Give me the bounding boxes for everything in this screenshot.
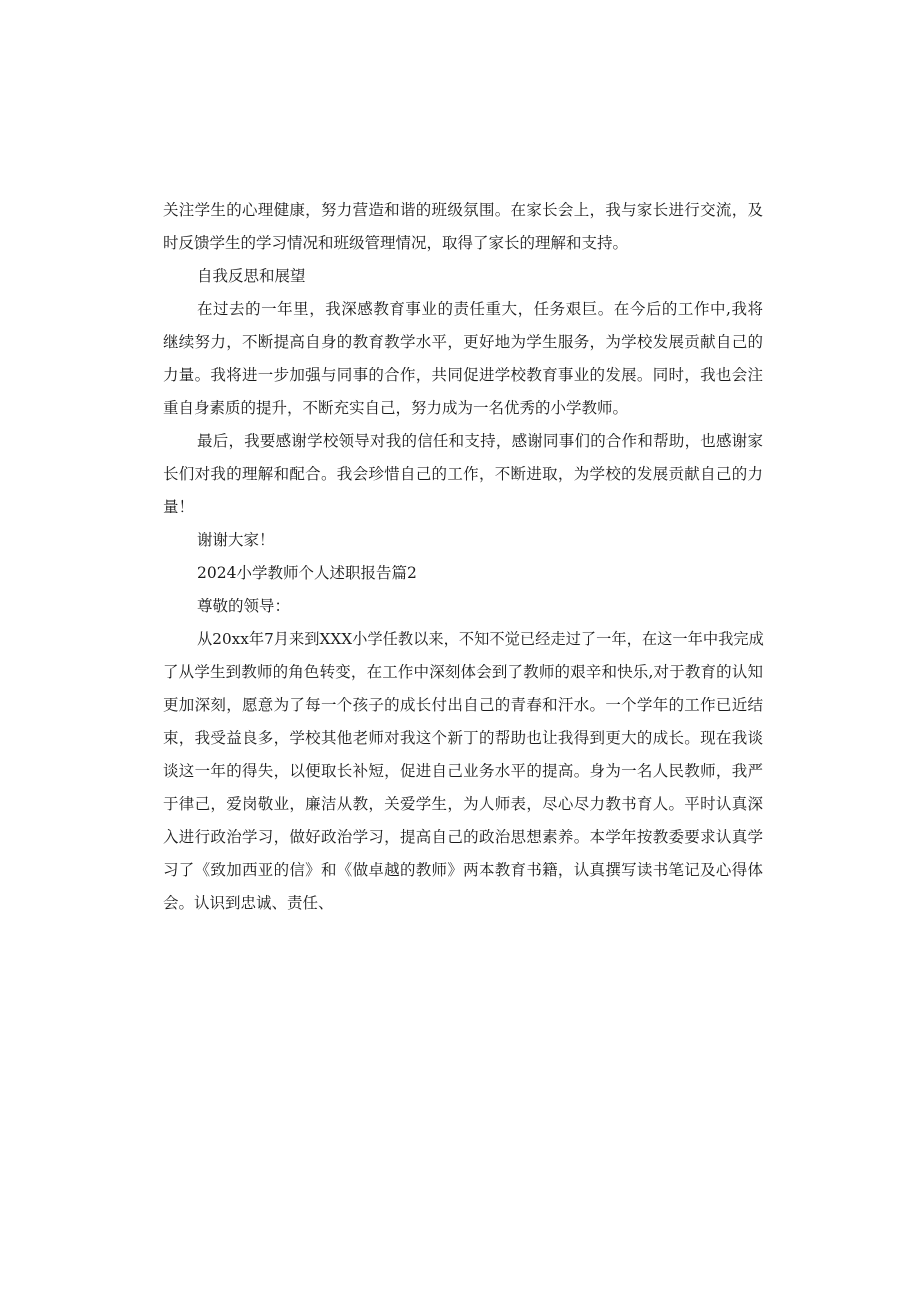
- text-line: 关注学生的心理健康，努力营造和谐的班级氛围。在家长会上，我与家长进行交流，及: [163, 201, 763, 219]
- section-heading: 自我反思和展望: [197, 267, 306, 285]
- text-line: 习了《致加西亚的信》和《做卓越的教师》两本教育书籍，认真撰写读书笔记及心得体: [163, 861, 763, 879]
- text-line: 时反馈学生的学习情况和班级管理情况，取得了家长的理解和支持。: [163, 234, 629, 252]
- text-line: 继续努力，不断提高自身的教育教学水平，更好地为学生服务，为学校发展贡献自己的: [163, 333, 763, 351]
- text-line: 谢谢大家！: [197, 531, 275, 549]
- text-line: 束，我受益良多，学校其他老师对我这个新丁的帮助也让我得到更大的成长。现在我谈: [163, 729, 763, 747]
- text-line: 入进行政治学习，做好政治学习，提高自己的政治思想素养。本学年按教委要求认真学: [163, 828, 763, 846]
- section-title: 2024小学教师个人述职报告篇2: [197, 564, 417, 582]
- text-line: 长们对我的理解和配合。我会珍惜自己的工作，不断进取，为学校的发展贡献自己的力: [163, 465, 763, 483]
- text-line: 最后，我要感谢学校领导对我的信任和支持，感谢同事们的合作和帮助，也感谢家: [197, 432, 763, 450]
- text-line: 更加深刻，愿意为了每一个孩子的成长付出自己的青春和汗水。一个学年的工作已近结: [163, 696, 763, 714]
- text-line: 在过去的一年里，我深感教育事业的责任重大，任务艰巨。在今后的工作中,我将: [197, 300, 763, 318]
- text-line: 了从学生到教师的角色转变，在工作中深刻体会到了教师的艰辛和快乐,对于教育的认知: [163, 663, 763, 681]
- text-line: 会。认识到忠诚、责任、: [163, 894, 334, 912]
- text-line: 从20xx年7月来到XXX小学任教以来，不知不觉已经走过了一年，在这一年中我完成: [197, 630, 764, 648]
- text-line: 重自身素质的提升，不断充实自己，努力成为一名优秀的小学教师。: [163, 399, 629, 417]
- salutation: 尊敬的领导：: [197, 597, 291, 615]
- text-line: 力量。我将进一步加强与同事的合作，共同促进学校教育事业的发展。同时，我也会注: [163, 366, 763, 384]
- text-line: 于律己，爱岗敬业，廉洁从教，关爱学生，为人师表，尽心尽力教书育人。平时认真深: [163, 795, 763, 813]
- text-line: 谈这一年的得失，以便取长补短，促进自己业务水平的提高。身为一名人民教师，我严: [163, 762, 763, 780]
- text-line: 量！: [163, 498, 195, 516]
